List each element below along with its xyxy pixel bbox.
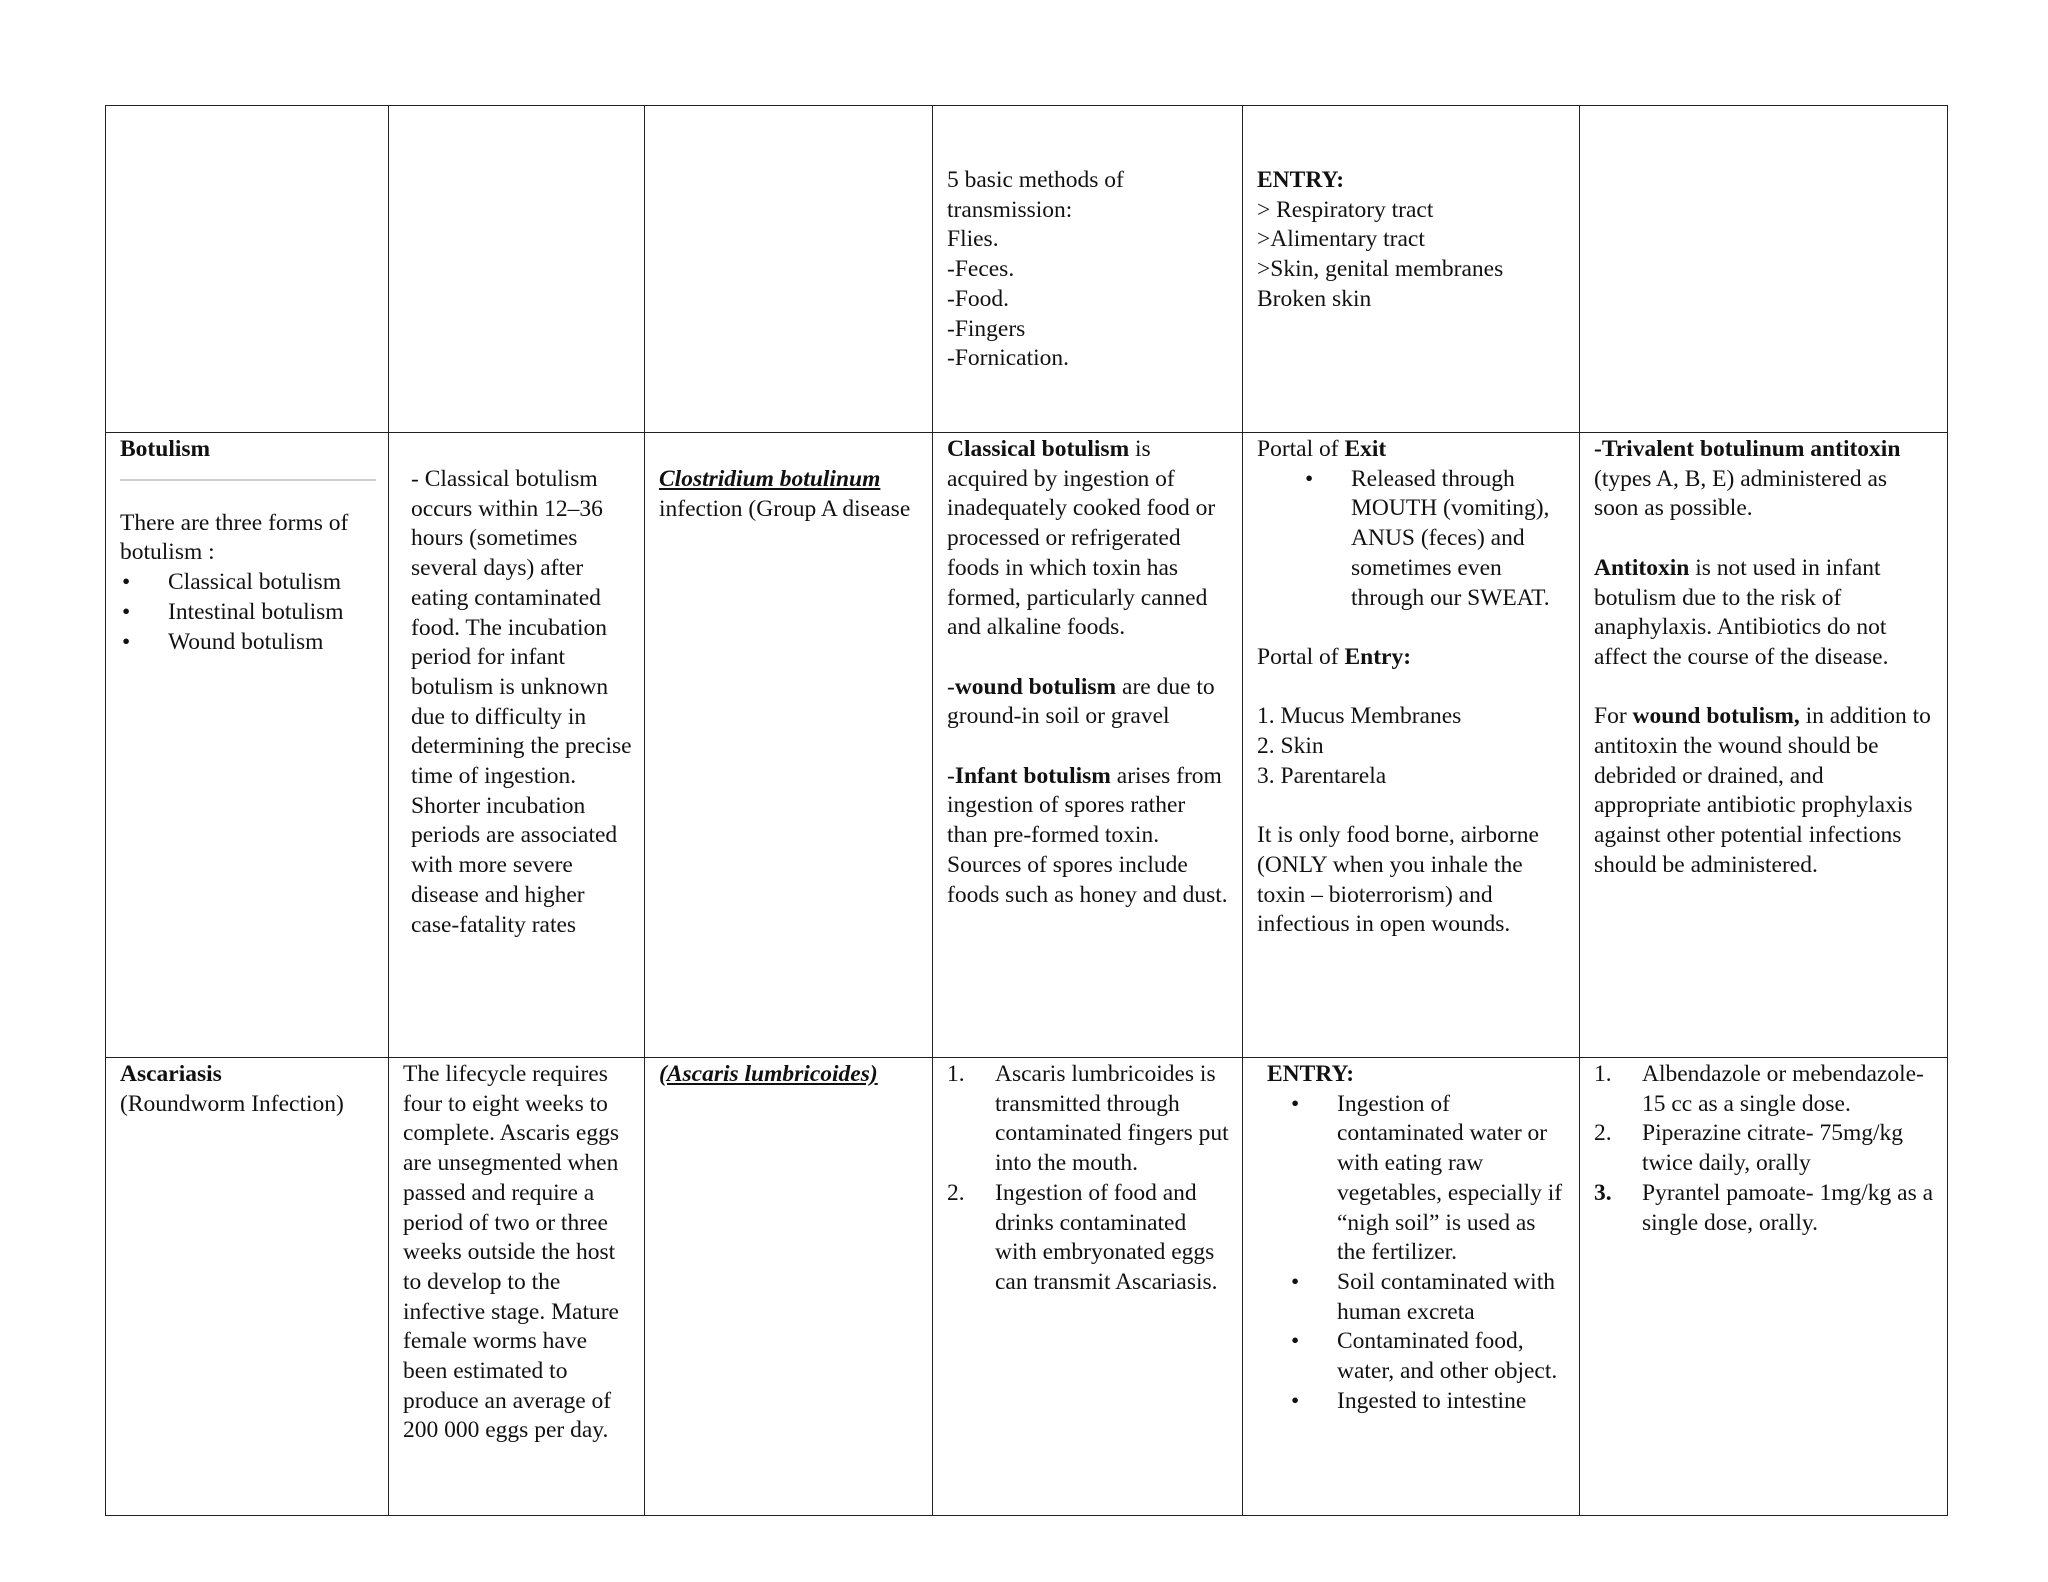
- list-number: 2.: [1594, 1120, 1612, 1147]
- portal-entry-heading: [1257, 643, 1567, 673]
- treatment-antitoxin: [1594, 435, 1935, 524]
- text-span: (types A, B, E) administered as soon as possible.: [1594, 465, 1888, 522]
- entry-cell: [1243, 106, 1580, 433]
- list-item: [1594, 1179, 1935, 1238]
- list-item: 2. Skin: [1257, 733, 1324, 759]
- disease-table: [105, 105, 1948, 1516]
- entry-list: [1267, 1090, 1567, 1417]
- table-cell: [645, 106, 933, 433]
- entry-heading: ENTRY:: [1257, 167, 1345, 193]
- text-line: Flies.: [947, 226, 999, 253]
- portal-cell: [1243, 433, 1580, 1058]
- bold-term: Infant botulism: [954, 762, 1111, 789]
- incubation-cell: [389, 1058, 645, 1516]
- list-item: 3. Parentarela: [1257, 762, 1387, 789]
- bold-term: wound botulism,: [1632, 703, 1800, 730]
- text-line: -Fingers: [947, 315, 1026, 342]
- portal-exit-heading: [1257, 435, 1567, 465]
- transmission-methods-cell: [933, 106, 1243, 433]
- bold-term: Antitoxin: [1594, 554, 1690, 581]
- treatment-cell: [1580, 1058, 1948, 1516]
- text-line: 5 basic methods of: [947, 167, 1124, 193]
- list-item: • Ingestion of contaminated water or with eating raw vegetables, especially if “nigh soil” is used as the fertilizer.: [1337, 1090, 1567, 1268]
- treatment-cell: [1580, 433, 1948, 1058]
- forms-intro: There are three forms of botulism :: [120, 509, 349, 566]
- text-line: transmission:: [947, 196, 1073, 223]
- bold-term: -Trivalent botulinum antitoxin: [1594, 436, 1901, 462]
- agent-name: (Ascaris lumbricoides): [659, 1061, 878, 1087]
- list-item: • Classical botulism: [168, 568, 376, 598]
- incubation-text: The lifecycle requires four to eight weeks to complete. Ascaris eggs are unsegmented when passed and require a period of two or three weeks outside the host to develop to the infective stage. Mature female worms have been estimated to produce an average of 200 000 eggs per day.: [403, 1061, 620, 1444]
- text-line: Broken skin: [1257, 285, 1372, 312]
- text-span: Ascaris lumbricoides is transmitted through contaminated fingers put into the mouth.: [995, 1061, 1229, 1177]
- incubation-text: - Classical botulism occurs within 12–36 hours (sometimes several days) after eating contaminated food. The incubation period for infant botulism is unknown due to difficulty in determining the precise time of ingestion. Shorter incubation periods are associated with more severe disease and higher case-fatality rates: [411, 466, 632, 938]
- text-line: >Skin, genital membranes: [1257, 256, 1504, 283]
- text-span: in addition to antitoxin the wound should be debrided or drained, and appropriate antibiotic prophylaxis against other potential infections should be administered.: [1594, 703, 1931, 878]
- text-span: Portal of: [1257, 436, 1345, 462]
- table-cell: [106, 106, 389, 433]
- divider: [120, 479, 376, 481]
- mode-wound: [947, 673, 1230, 732]
- portal-note: It is only food borne, airborne (ONLY when you inhale the toxin – bioterrorism) and infectious in open wounds.: [1257, 822, 1539, 938]
- mode-classical: [947, 435, 1230, 643]
- list-item: • Soil contaminated with human excreta: [1337, 1268, 1567, 1327]
- treatment-list: [1594, 1060, 1935, 1238]
- disease-subtitle: (Roundworm Infection): [120, 1090, 344, 1117]
- exit-list: [1257, 465, 1567, 614]
- text-span: are due to ground-in soil or gravel: [947, 673, 1215, 730]
- list-number: 1.: [947, 1061, 965, 1087]
- text-span: is not used in infant botulism due to the risk of anaphylaxis. Antibiotics do not affect the course of the disease.: [1594, 554, 1889, 670]
- disease-name: Botulism: [120, 436, 211, 462]
- list-number: 2.: [947, 1179, 965, 1206]
- bold-term: wound botulism: [954, 673, 1117, 700]
- list-item: [947, 1060, 1230, 1179]
- text-span: is acquired by ingestion of inadequately cooked food or processed or refrigerated foods in which toxin has formed, particularly canned and alkaline foods.: [947, 436, 1216, 641]
- agent-rest: infection (Group A disease: [659, 495, 911, 522]
- entry-heading: ENTRY:: [1267, 1061, 1355, 1087]
- list-item: [947, 1179, 1230, 1298]
- text-span: Portal of: [1257, 643, 1345, 670]
- text-span: arises from ingestion of spores rather than pre-formed toxin. Sources of spores include foods such as honey and dust.: [947, 762, 1228, 908]
- text-line: > Respiratory tract: [1257, 196, 1434, 223]
- text-span: Pyrantel pamoate- 1mg/kg as a single dose, orally.: [1642, 1179, 1934, 1236]
- text-line: >Alimentary tract: [1257, 226, 1425, 253]
- text-line: -Feces.: [947, 256, 1015, 283]
- agent-name: Clostridium botulinum: [659, 466, 881, 492]
- mode-cell: [933, 1058, 1243, 1516]
- list-number: 3.: [1594, 1179, 1612, 1206]
- bold-term: Entry:: [1344, 643, 1412, 670]
- table-cell: [1580, 106, 1948, 433]
- list-item: • Intestinal botulism: [168, 598, 376, 628]
- bold-term: Classical botulism: [947, 436, 1130, 462]
- mode-infant: [947, 762, 1230, 911]
- mode-cell: [933, 433, 1243, 1058]
- text-span: Piperazine citrate- 75mg/kg twice daily, orally: [1642, 1120, 1904, 1177]
- agent-cell: [645, 433, 933, 1058]
- list-item: • Ingested to intestine: [1337, 1387, 1567, 1417]
- table-row: [106, 433, 1948, 1058]
- disease-name-cell: [106, 433, 389, 1058]
- text-span: Ingestion of food and drinks contaminated with embryonated eggs can transmit Ascariasis.: [995, 1179, 1218, 1295]
- list-item: [1594, 1060, 1935, 1119]
- list-item: • Released through MOUTH (vomiting), ANUS (feces) and sometimes even through our SWEAT.: [1351, 465, 1567, 614]
- bold-term: Exit: [1344, 436, 1387, 462]
- list-number: 1.: [1594, 1061, 1612, 1087]
- agent-cell: [645, 1058, 933, 1516]
- text-line: -Fornication.: [947, 345, 1070, 372]
- incubation-cell: [389, 433, 645, 1058]
- list-item: 1. Mucus Membranes: [1257, 703, 1462, 730]
- agent-text: [659, 465, 920, 524]
- disease-name: Ascariasis: [120, 1061, 222, 1087]
- text-span: -: [947, 762, 955, 789]
- table-cell: [389, 106, 645, 433]
- mode-list: [947, 1060, 1230, 1298]
- list-item: • Contaminated food, water, and other object.: [1337, 1327, 1567, 1386]
- list-item: • Wound botulism: [168, 628, 376, 658]
- text-span: For: [1594, 703, 1633, 730]
- disease-name-cell: [106, 1058, 389, 1516]
- text-span: -: [947, 673, 955, 700]
- entry-cell: [1243, 1058, 1580, 1516]
- treatment-wound: [1594, 702, 1935, 880]
- forms-list: [120, 568, 376, 657]
- table-row: [106, 1058, 1948, 1516]
- text-line: -Food.: [947, 285, 1010, 312]
- treatment-infant: [1594, 554, 1935, 673]
- table-row: [106, 106, 1948, 433]
- list-item: [1594, 1119, 1935, 1178]
- text-span: Albendazole or mebendazole-15 cc as a single dose.: [1642, 1061, 1924, 1117]
